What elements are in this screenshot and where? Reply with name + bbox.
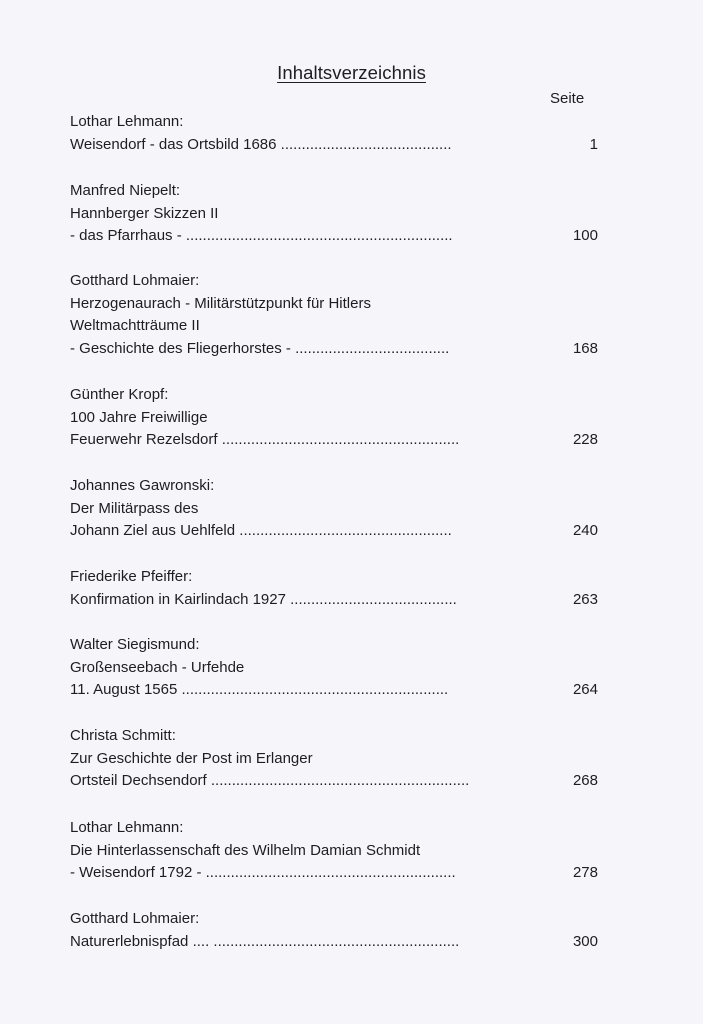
toc-title-text: Zur Geschichte der Post im Erlanger [70, 749, 313, 767]
toc-title-line [70, 407, 610, 430]
toc-title-text: Konfirmation in Kairlindach 1927 ........................................ [70, 590, 457, 608]
toc-page-number: 240 [572, 522, 598, 540]
toc-title-text: Weltmachtträume II [70, 317, 200, 335]
toc-entry [70, 566, 610, 611]
toc-title-line [70, 338, 610, 361]
toc-title-text: Großenseebach - Urfehde [70, 658, 245, 676]
toc-title-text: - das Pfarrhaus - ................................................................ [70, 227, 453, 245]
toc-entry [70, 270, 610, 360]
page-title: Inhaltsverzeichnis [277, 62, 426, 83]
toc-page-number: 168 [572, 339, 598, 357]
toc-author: Walter Siegismund: [70, 636, 200, 653]
toc-author: Manfred Niepelt: [70, 182, 181, 199]
toc-title-line [70, 748, 610, 771]
toc-entry [70, 725, 610, 793]
toc-title-text: Herzogenaurach - Militärstützpunkt für Hitlers [70, 294, 371, 312]
toc-title-text: 11. August 1565 ................................................................ [70, 681, 449, 699]
toc-title-line [70, 679, 610, 702]
toc-page-number: 268 [572, 772, 598, 790]
toc-title-text: - Weisendorf 1792 - ............................................................ [70, 864, 456, 882]
toc-title-line [70, 498, 610, 521]
toc-title-line [70, 931, 610, 954]
toc-title-text: Hannberger Skizzen II [70, 204, 219, 222]
toc-title-line [70, 429, 610, 452]
toc-page-number: 278 [572, 864, 598, 882]
toc-page-number: 228 [572, 431, 598, 449]
toc-author: Lothar Lehmann: [70, 819, 184, 836]
toc-title-text: - Geschichte des Fliegerhorstes - ..................................... [70, 339, 450, 357]
toc-title-line [70, 520, 610, 543]
toc-title-line [70, 589, 610, 612]
toc-title-line [70, 225, 610, 248]
toc-title-line [70, 862, 610, 885]
toc-title-text: Weisendorf - das Ortsbild 1686 ......................................... [70, 135, 452, 153]
toc-title-text: Die Hinterlassenschaft des Wilhelm Damian Schmidt [70, 841, 421, 859]
toc-title-line [70, 315, 610, 338]
toc-entry [70, 634, 610, 702]
toc-title-line [70, 134, 610, 157]
toc-entry [70, 817, 610, 885]
toc-page-number: 1 [589, 135, 598, 153]
toc-author: Friederike Pfeiffer: [70, 568, 193, 585]
toc-page-number: 264 [572, 681, 598, 699]
toc-author: Gotthard Lohmaier: [70, 272, 200, 289]
toc-author: Lothar Lehmann: [70, 113, 184, 130]
toc-title-line [70, 770, 610, 793]
toc-title-text: Der Militärpass des [70, 499, 199, 517]
toc-author: Günther Kropf: [70, 386, 169, 403]
toc-author: Christa Schmitt: [70, 727, 176, 744]
toc-entry [70, 111, 610, 156]
toc-title-line [70, 840, 610, 863]
toc-title-text: 100 Jahre Freiwillige [70, 408, 208, 426]
toc-title-text: Johann Ziel aus Uehlfeld ................................................... [70, 522, 452, 540]
toc-entry [70, 180, 610, 248]
toc-author: Gotthard Lohmaier: [70, 910, 200, 927]
toc-entry [70, 908, 610, 953]
toc-entry [70, 384, 610, 452]
toc-title-line [70, 203, 610, 226]
toc-title-text: Ortsteil Dechsendorf .............................................................. [70, 772, 470, 790]
toc-title-line [70, 293, 610, 316]
toc-title-text: Naturerlebnispfad .... ........................................................... [70, 932, 460, 950]
toc-entry [70, 475, 610, 543]
toc-title-text: Feuerwehr Rezelsdorf ......................................................... [70, 431, 460, 449]
toc-title-line [70, 657, 610, 680]
toc-page-number: 100 [572, 227, 598, 245]
page-column-label: Seite [550, 90, 585, 107]
toc-page-number: 300 [572, 932, 598, 950]
toc-author: Johannes Gawronski: [70, 477, 215, 494]
toc-page-number: 263 [572, 590, 598, 608]
